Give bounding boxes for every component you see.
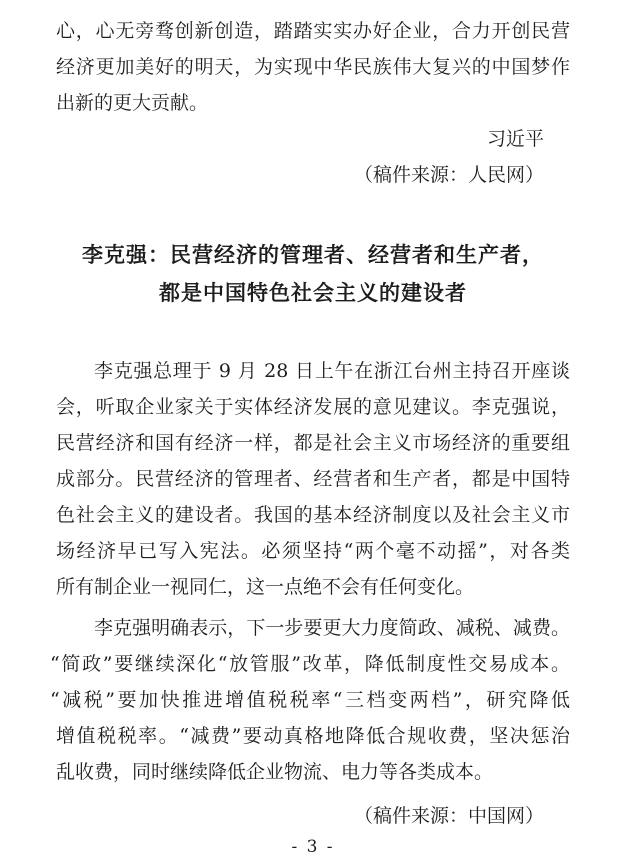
text-line: 会，听取企业家关于实体经济发展的意见建议。李克强说， [56, 396, 570, 418]
text-line: 增值税税率。“减费”要动真格地降低合规收费，坚决惩治 [56, 725, 570, 747]
article-2-paragraph-1 [56, 353, 570, 605]
text-line: 民营经济和国有经济一样，都是社会主义市场经济的重要组 [56, 432, 570, 454]
article-title-line: 李克强：民营经济的管理者、经营者和生产者， [82, 242, 544, 267]
article-title-line: 都是中国特色社会主义的建设者 [159, 280, 467, 305]
text-line: 李克强明确表示，下一步要更大力度简政、减税、减费。 [94, 617, 570, 639]
text-line: 场经济早已写入宪法。必须坚持“两个毫不动摇”，对各类 [56, 540, 570, 562]
text-line: 所有制企业一视同仁，这一点绝不会有任何变化。 [56, 576, 475, 598]
text-line: 心，心无旁骛创新创造，踏踏实实办好企业，合力开创民营 [56, 20, 570, 42]
article-2-title [56, 236, 570, 312]
source-attribution: （稿件来源：中国网） [353, 805, 544, 827]
signature: 习近平 [486, 128, 544, 150]
text-line: 乱收费，同时继续降低企业物流、电力等各类成本。 [56, 761, 494, 783]
text-line: 经济更加美好的明天，为实现中华民族伟大复兴的中国梦作 [56, 56, 570, 78]
text-line: “简政”要继续深化“放管服”改革，降低制度性交易成本。 [50, 653, 570, 675]
text-line: “减税”要加快推进增值税税率“三档变两档”，研究降低 [50, 689, 570, 711]
text-line: 成部分。民营经济的管理者、经营者和生产者，都是中国特 [56, 468, 570, 490]
page-number: - 3 - [291, 837, 335, 857]
text-line: 李克强总理于 9 月 28 日上午在浙江台州主持召开座谈 [94, 360, 570, 382]
article-2-paragraph-2 [50, 610, 570, 834]
text-line: 出新的更大贡献。 [56, 92, 209, 114]
article-1-tail [56, 13, 570, 193]
text-line: 色社会主义的建设者。我国的基本经济制度以及社会主义市 [56, 504, 570, 526]
source-attribution: （稿件来源：人民网） [353, 164, 544, 186]
